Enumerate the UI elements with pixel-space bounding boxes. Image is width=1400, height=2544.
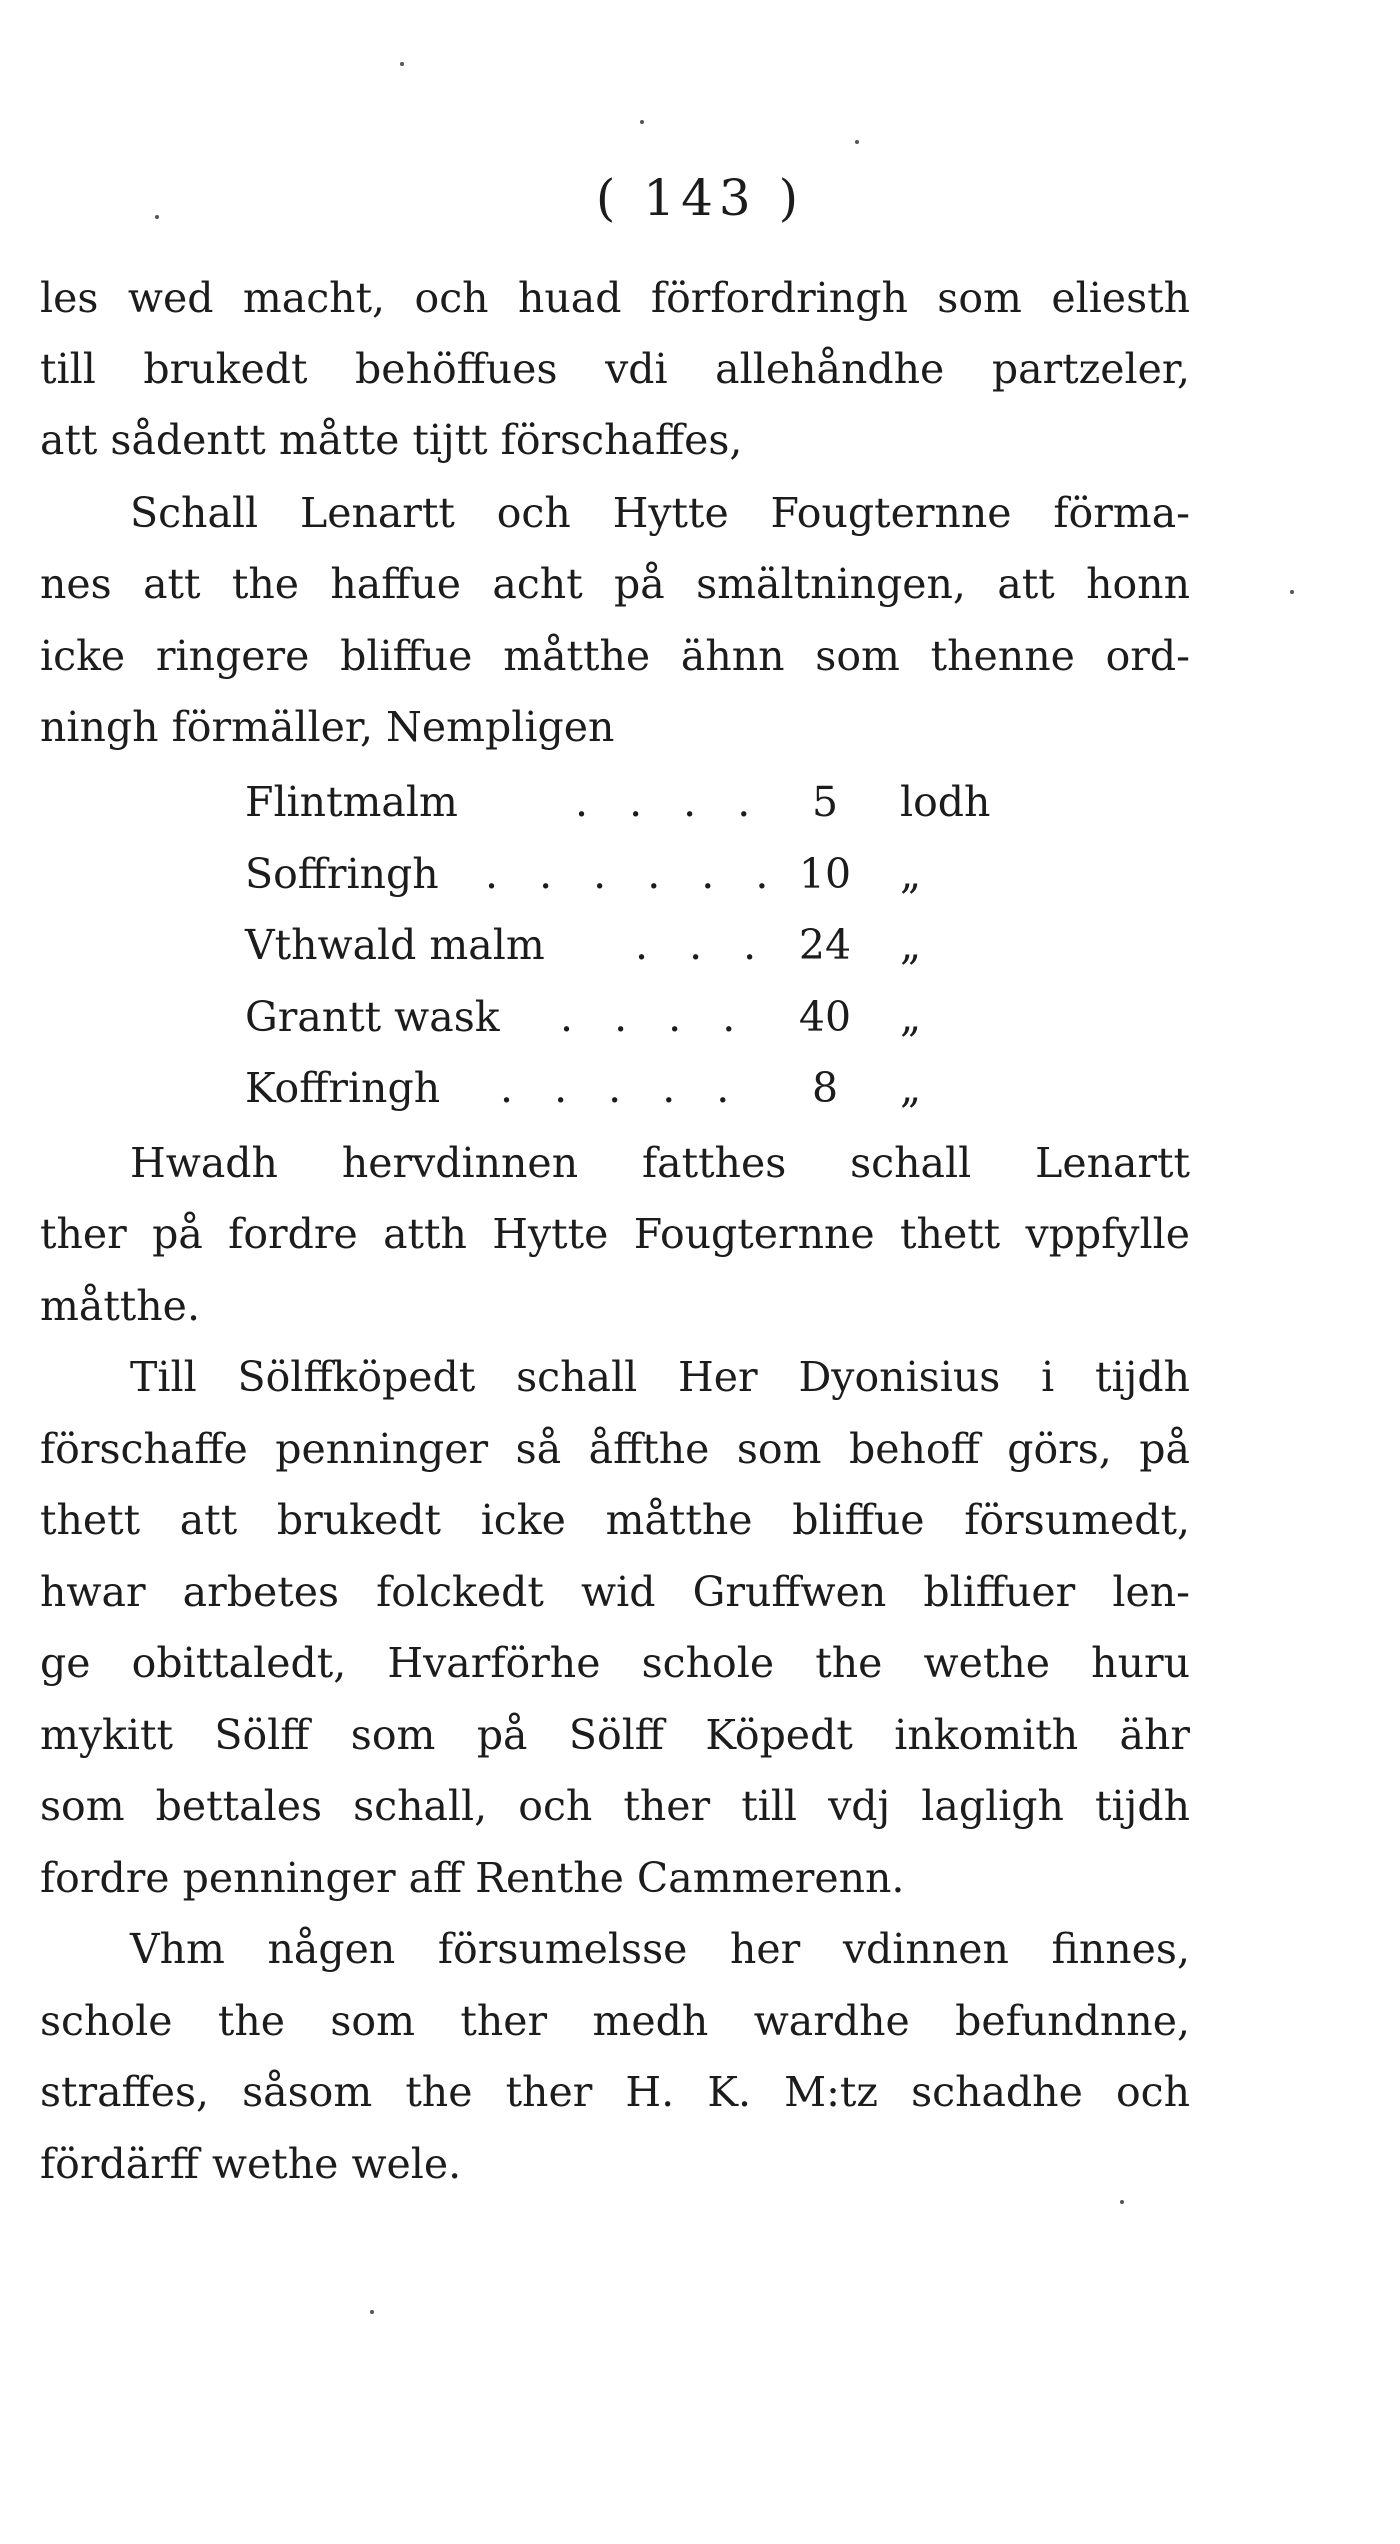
ore-name: Vthwald malm [245,921,545,969]
leader-dots: . . . . . . [485,850,783,898]
text-line: straffes, såsom the ther H. K. M:tz schadhe och [40,2068,1190,2116]
leader-dots: . . . . . [500,1064,744,1112]
ore-quantity: 10 [798,850,852,898]
leader-dots: . . . . [560,993,750,1041]
page-number: ( 143 ) [595,169,805,227]
ore-unit: „ [900,921,922,969]
text-line: måtthe. [40,1282,200,1330]
text-line: Vhm någen försumelsse her vdinnen finnes, [130,1925,1190,1973]
ore-table-row [245,772,1005,832]
leader-dots: . . . . [575,778,765,826]
text-line: fordre penninger aff Renthe Cammerenn. [40,1854,905,1902]
print-speck [640,120,644,124]
ore-name: Soffringh [245,850,439,898]
ore-table-row [245,1058,1005,1118]
ore-quantity: 24 [798,921,852,969]
print-speck [855,140,859,144]
text-line: les wed macht, och huad förfordringh som eliesth [40,274,1190,322]
print-speck [370,2310,374,2314]
print-speck [400,62,404,66]
text-line: thett att brukedt icke måtthe bliffue försumedt, [40,1496,1190,1544]
ore-table-row [245,915,1005,975]
ore-name: Koffringh [245,1064,441,1112]
print-speck [1120,2200,1124,2204]
text-line: Schall Lenartt och Hytte Fougternne förma- [130,489,1190,537]
text-line: fördärff wethe wele. [40,2140,462,2188]
ore-table-row [245,987,1005,1047]
ore-unit: „ [900,1064,922,1112]
print-speck [155,215,159,219]
ore-quantity: 8 [811,1064,839,1112]
ore-name: Flintmalm [245,778,458,826]
text-line: förschaffe penninger så åffthe som behoff görs, på [40,1425,1190,1473]
text-line: mykitt Sölff som på Sölff Köpedt inkomith ähr [40,1711,1190,1759]
text-line: icke ringere bliffue måtthe ähnn som thenne ord- [40,632,1190,680]
text-line: ge obittaledt, Hvarförhe schole the wethe huru [40,1639,1190,1687]
text-line: schole the som ther medh wardhe befundnne, [40,1997,1190,2045]
text-line: Hwadh hervdinnen fatthes schall Lenartt [130,1139,1190,1187]
ore-quantity: 5 [811,778,839,826]
text-line: att sådentt måtte tijtt förschaffes, [40,416,743,464]
text-line: ningh förmäller, Nempligen [40,703,615,751]
ore-quantity: 40 [798,993,852,1041]
text-line: ther på fordre atth Hytte Fougternne thett vppfylle [40,1210,1190,1258]
text-line: till brukedt behöffues vdi allehåndhe partzeler, [40,345,1190,393]
leader-dots: . . . [635,921,771,969]
text-line: hwar arbetes folckedt wid Gruffwen bliffuer len- [40,1568,1190,1616]
ore-name: Grantt wask [245,993,500,1041]
ore-unit: „ [900,993,922,1041]
ore-unit: „ [900,850,922,898]
text-line: Till Sölffköpedt schall Her Dyonisius i tijdh [130,1353,1190,1401]
print-speck [1290,590,1294,594]
ore-unit: lodh [900,778,991,826]
text-line: nes att the haffue acht på smältningen, att honn [40,560,1190,608]
ore-table-row [245,844,1005,904]
text-line: som bettales schall, och ther till vdj lagligh tijdh [40,1782,1190,1830]
